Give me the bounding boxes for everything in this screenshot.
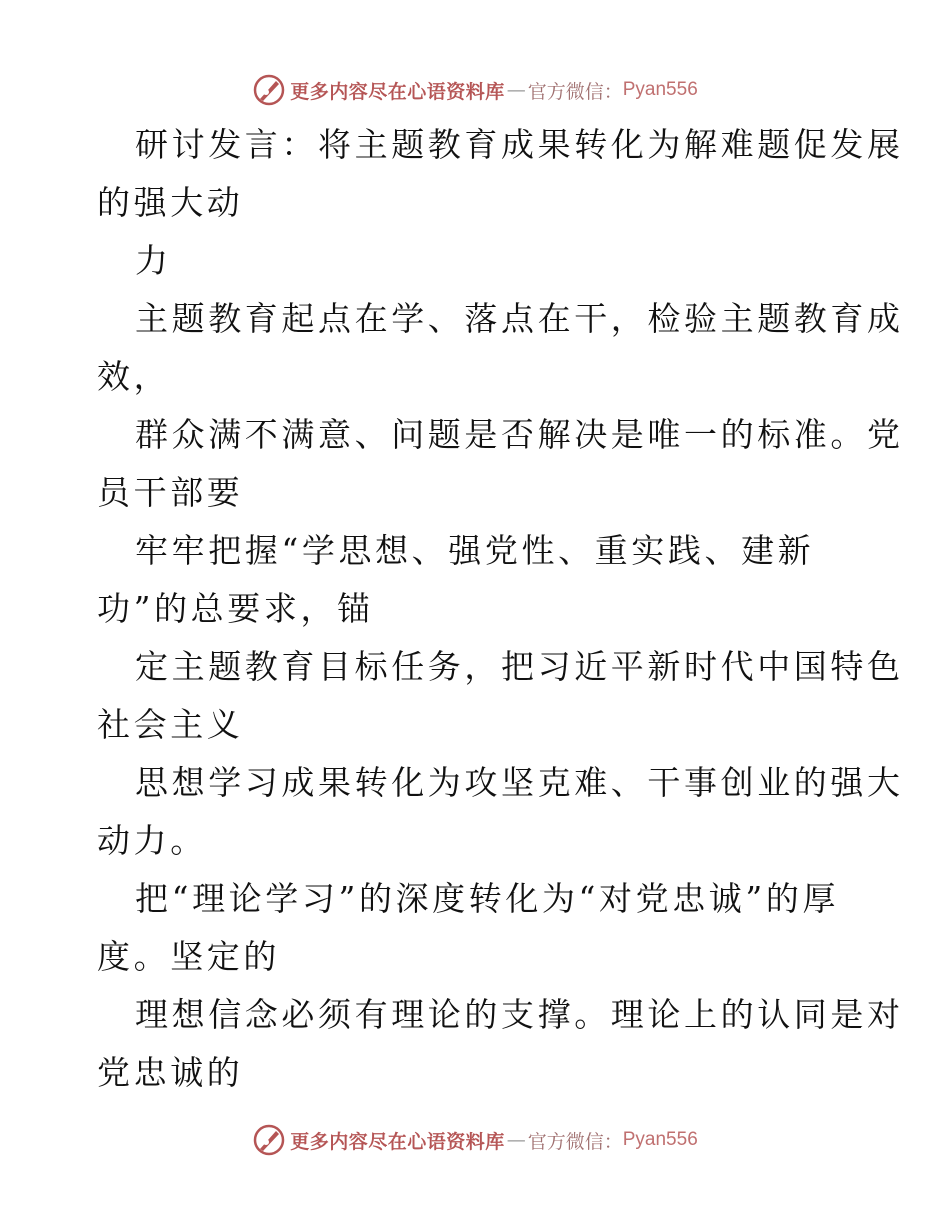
quill-logo-icon	[252, 1123, 286, 1157]
banner-wechat-label: 官方微信：	[527, 1130, 623, 1153]
text-line: 功”的总要求，锚	[97, 589, 374, 628]
document-body	[97, 116, 904, 1102]
footer-banner	[0, 1122, 950, 1158]
banner-wechat-label: 官方微信：	[527, 80, 623, 103]
banner-dash: —	[506, 79, 526, 101]
banner-site-text: 更多内容尽在心语资料库	[290, 80, 505, 103]
text-line: 社会主义	[97, 705, 244, 744]
text-line: 主题教育起点在学、落点在干，检验主题教育成	[135, 299, 904, 338]
banner-wechat-id: Pyan556	[622, 79, 698, 100]
text-line: 思想学习成果转化为攻坚克难、干事创业的强大	[135, 763, 904, 802]
text-line: 动力。	[97, 821, 207, 860]
text-line: 牢牢把握“学思想、强党性、重实践、建新	[135, 531, 815, 570]
quill-logo-icon	[252, 73, 286, 107]
text-line: 理想信念必须有理论的支撑。理论上的认同是对	[135, 995, 904, 1034]
text-line: 群众满不满意、问题是否解决是唯一的标准。党	[135, 415, 904, 454]
banner-site-text: 更多内容尽在心语资料库	[290, 1130, 505, 1153]
text-line: 度。坚定的	[97, 937, 280, 976]
text-line: 研讨发言：将主题教育成果转化为解难题促发展	[135, 125, 904, 164]
banner-dash: —	[506, 1129, 526, 1151]
text-line: 定主题教育目标任务，把习近平新时代中国特色	[135, 647, 904, 686]
text-line: 党忠诚的	[97, 1053, 244, 1092]
text-line: 员干部要	[97, 473, 244, 512]
text-line: 的强大动	[97, 183, 244, 222]
text-line: 力	[135, 241, 172, 280]
text-line: 效，	[97, 357, 171, 396]
header-banner	[0, 72, 950, 108]
banner-wechat-id: Pyan556	[622, 1129, 698, 1150]
text-line: 把“理论学习”的深度转化为“对党忠诚”的厚	[135, 879, 840, 918]
